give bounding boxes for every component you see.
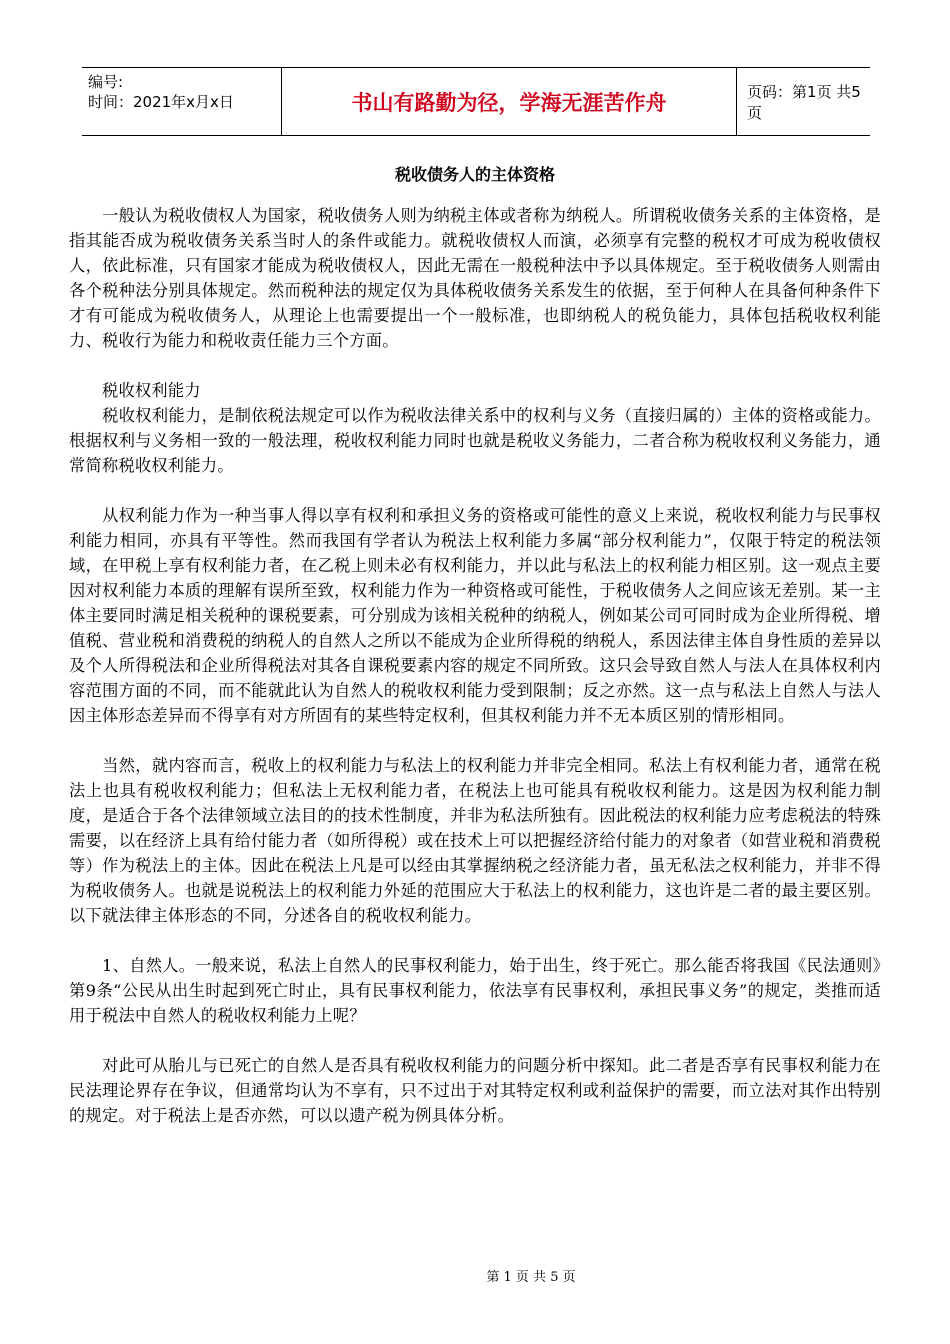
paragraph-equality: 从权利能力作为一种当事人得以享有权利和承担义务的资格或可能性的意义上来说，税收权利能力与民事权利能力相同，亦具有平等性。然而我国有学者认为税法上权利能力多属“部分权利能力”，仅限于特定的税法领域，在甲税上享有权利能力者，在乙税上则未必有权利能力，并以此与私法上的权利能力相区别。这一观点主要因对权利能力本质的理解有误所至致，权利能力作为一种资格或可能性，于税收债务人之间应该无差别。某一主体主要同时满足相关税种的课税要素，可分别成为该相关税种的纳税人，例如某公司可同时成为企业所得税、增值税、营业税和消费税的纳税人的自然人之所以不能成为企业所得税的纳税人，系因法律主体自身性质的差异以及个人所得税法和企业所得税法对其各自课税要素内容的规定不同所致。这只会导致自然人与法人在具体权利内容范围方面的不同，而不能就此认为自然人的税收权利能力受到限制；反之亦然。这一点与私法上自然人与法人因主体形态差异而不得享有对方所固有的某些特定权利，但其权利能力并不无本质区别的情形相同。 [69, 506, 881, 725]
footer-page-number: 第 1 页 共 5 页 [486, 1270, 576, 1285]
paragraph-difference: 当然，就内容而言，税收上的权利能力与私法上的权利能力并非完全相同。私法上有权利能力者，通常在税法上也具有税收权利能力；但私法上无权利能力者，在税法上也可能具有税收权利能力。这是因为权利能力制度，是适合于各个法律领域立法目的的技术性制度，并非为私法所独有。因此税法的权利能力应考虑税法的特殊需要，以在经济上具有给付能力者（如所得税）或在技术上可以把握经济给付能力的对象者（如营业税和消费税等）作为税法上的主体。因此在税法上凡是可以经由其掌握纳税之经济能力者，虽无私法之权利能力，并非不得为税收债务人。也就是说税法上的权利能力外延的范围应大于私法上的权利能力，这也许是二者的最主要区别。以下就法律主体形态的不同，分述各自的税收权利能力。 [69, 756, 881, 925]
document-number-label: 编号: [88, 73, 124, 91]
paragraph-fetus-deceased: 对此可从胎儿与已死亡的自然人是否具有税收权利能力的问题分析中探知。此二者是否享有民事权利能力在民法理论界存在争议，但通常均认为不享有，只不过出于对其特定权利或利益保护的需要，而立法对其作出特别的规定。对于税法上是否亦然，可以以遗产税为例具体分析。 [69, 1056, 881, 1125]
document-body [69, 203, 881, 1128]
document-title: 税收债务人的主体资格 [394, 165, 555, 184]
header-meta [82, 68, 282, 135]
paragraph-natural-person: 1、自然人。一般来说，私法上自然人的民事权利能力，始于出生，终于死亡。那么能否将我国《民法通则》第9条“公民从出生时起到死亡时止，具有民事权利能力，依法享有民事权利，承担民事义务”的规定，类推而适用于税法中自然人的税收权利能力上呢？ [69, 956, 881, 1025]
paragraph-intro: 一般认为税收债权人为国家，税收债务人则为纳税主体或者称为纳税人。所谓税收债务关系的主体资格，是指其能否成为税收债务关系当时人的条件或能力。就税收债权人而演，必须享有完整的税权才可成为税收债权人，依此标准，只有国家才能成为税收债权人，因此无需在一般税种法中予以具体规定。至于税收债务人则需由各个税种法分别具体规定。然而税种法的规定仅为具体税收债务关系发生的依据，至于何种人在具备何种条件下才有可能成为税收债务人，从理论上也需要提出一个一般标准，也即纳税人的税负能力，具体包括税收权利能力、税收行为能力和税收责任能力三个方面。 [69, 206, 881, 350]
header-page-info: 页码：第1页 共5页 [747, 82, 861, 122]
document-header [82, 67, 870, 136]
header-motto: 书山有路勤为径，学海无涯苦作舟 [282, 68, 737, 135]
paragraph-definition: 税收权利能力，是制依税法规定可以作为税收法律关系中的权利与义务（直接归属的）主体的资格或能力。根据权利与义务相一致的一般法理，税收权利能力同时也就是税收义务能力，二者合称为税收权利义务能力，通常简称税收权利能力。 [69, 406, 881, 475]
page-footer [0, 1266, 950, 1285]
document-time-label: 时间：2021年x月x日 [88, 93, 234, 111]
section-heading: 税收权利能力 [69, 381, 201, 400]
